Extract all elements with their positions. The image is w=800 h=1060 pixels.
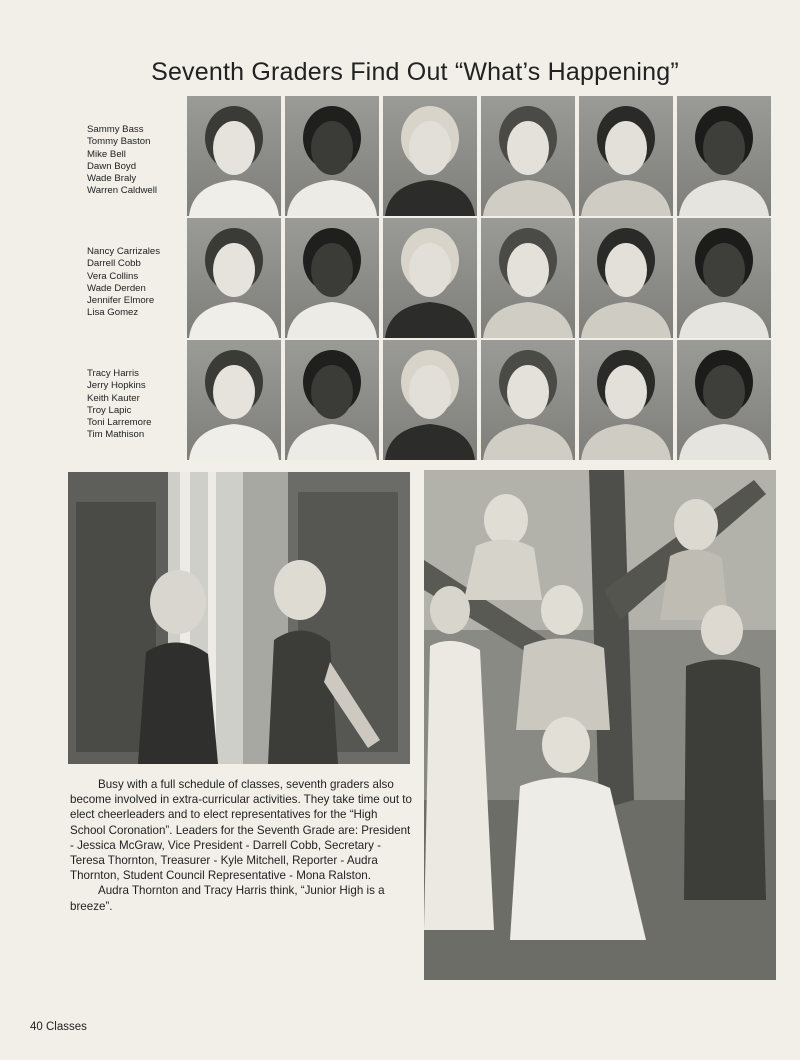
student-name: Wade Derden xyxy=(87,282,146,294)
student-name: Lisa Gomez xyxy=(87,307,139,319)
portrait-photo xyxy=(677,340,771,460)
portrait-photo xyxy=(383,96,477,216)
student-name: Dawn Boyd xyxy=(87,160,137,172)
student-name: Nancy Carrizales xyxy=(87,246,161,257)
name-list-row-2 xyxy=(87,246,187,320)
page-title: Seventh Graders Find Out “What’s Happening” xyxy=(151,58,679,86)
student-name: Tim Mathison xyxy=(87,429,145,441)
portrait-photo xyxy=(481,218,575,338)
portrait-photo xyxy=(187,340,281,460)
page-footer: 40 Classes xyxy=(30,1021,87,1033)
portrait-photo xyxy=(285,340,379,460)
name-list-row-1 xyxy=(87,124,187,198)
portrait-photo xyxy=(677,218,771,338)
student-name: Warren Caldwell xyxy=(87,185,158,197)
student-name: Darrell Cobb xyxy=(87,258,141,270)
student-name: Toni Larremore xyxy=(87,417,152,429)
portrait-photo xyxy=(481,96,575,216)
portrait-photo xyxy=(579,218,673,338)
caption-text xyxy=(70,777,415,914)
caption-paragraph: Audra Thornton and Tracy Harris think, “Junior High is a breeze”. xyxy=(70,884,385,913)
portrait-photo xyxy=(383,218,477,338)
student-name: Vera Collins xyxy=(87,270,139,282)
portrait-photo xyxy=(285,218,379,338)
tree-group-photo xyxy=(424,470,776,980)
portrait-photo xyxy=(481,340,575,460)
student-name: Mike Bell xyxy=(87,148,126,160)
student-name: Tommy Baston xyxy=(87,136,151,148)
student-name: Troy Lapic xyxy=(87,404,132,416)
student-name: Jennifer Elmore xyxy=(87,295,155,307)
portrait-photo xyxy=(579,96,673,216)
portrait-photo xyxy=(285,96,379,216)
hallway-photo xyxy=(68,472,410,764)
student-name: Jerry Hopkins xyxy=(87,380,146,392)
portrait-photo xyxy=(677,96,771,216)
portrait-photo xyxy=(383,340,477,460)
student-name: Tracy Harris xyxy=(87,368,139,379)
portrait-photo xyxy=(579,340,673,460)
portrait-photo xyxy=(187,96,281,216)
name-list-row-3 xyxy=(87,368,187,442)
portrait-photo xyxy=(187,218,281,338)
caption-paragraph: Busy with a full schedule of classes, seventh graders also become involved in extra-curricular activities. They take time out to elect cheerleaders and to elect representatives for the “High School Coronation”. Leaders for the Seventh Grade are: President - Jessica McGraw, Vice President - Darrell Cobb, Secretary - Teresa Thornton, Treasurer - Kyle Mitchell, Reporter - Audra Thornton, Student Council Representative - Mona Ralston. xyxy=(70,778,412,883)
student-name: Sammy Bass xyxy=(87,124,144,135)
student-name: Keith Kauter xyxy=(87,392,140,404)
student-name: Wade Braly xyxy=(87,173,137,185)
